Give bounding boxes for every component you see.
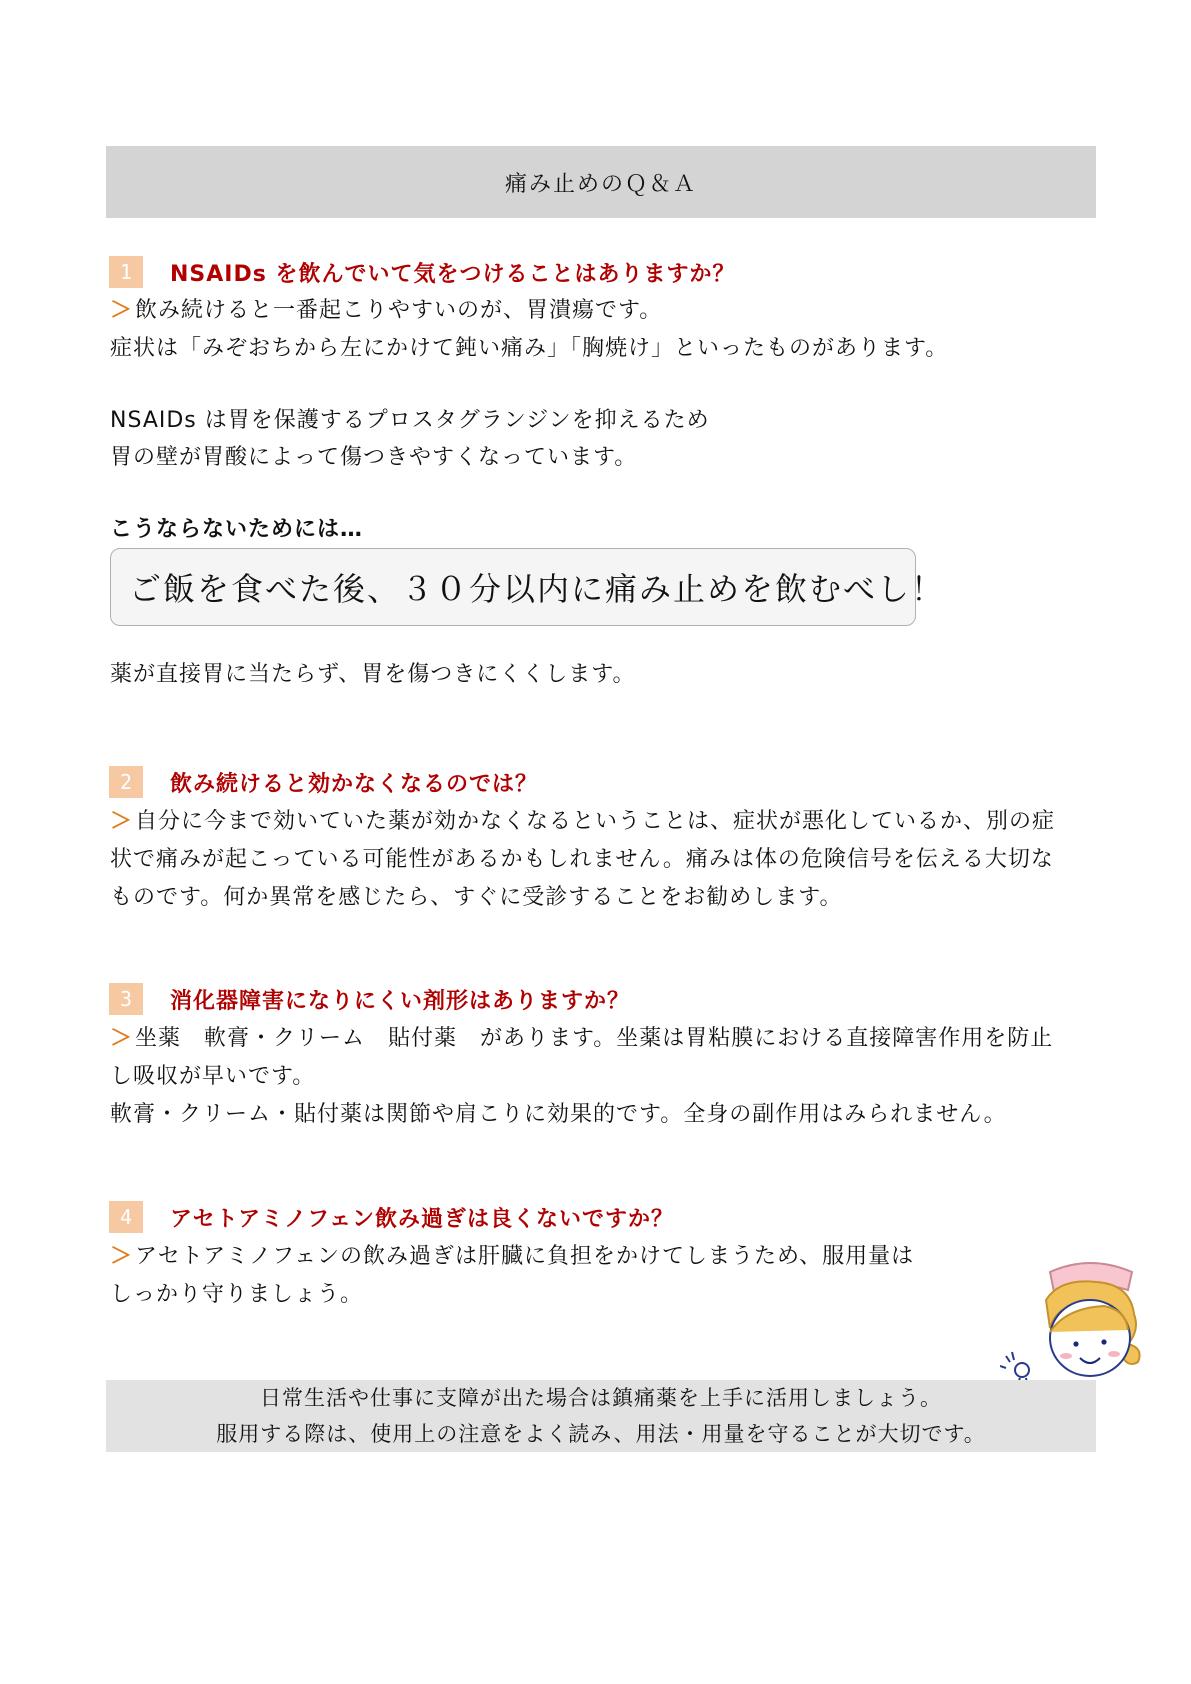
nurse-illustration-icon: [1000, 1252, 1150, 1392]
question-title-2: 飲み続けると効かなくなるのでは？: [170, 772, 539, 797]
answer-line: 症状は「みぞおちから左にかけて鈍い痛み」「胸焼け」といったものがあります。: [110, 336, 949, 361]
question-title-1: NSAIDs を飲んでいて気をつけることはありますか？: [170, 262, 736, 287]
question-number-1: 1: [109, 256, 143, 288]
answer-line: NSAIDs は胃を保護するプロスタグランジンを抑えるため: [110, 408, 710, 433]
answer-line: [110, 293, 662, 324]
arrow-icon: ＞: [110, 298, 134, 323]
answer-line: しっかり守りましょう。: [110, 1282, 364, 1307]
page-title: 痛み止めのＱ＆Ａ: [106, 146, 1096, 218]
arrow-icon: ＞: [110, 1244, 134, 1269]
arrow-icon: ＞: [110, 809, 134, 834]
question-title-4: アセトアミノフェン飲み過ぎは良くないですか？: [170, 1207, 675, 1232]
answer-line: 薬が直接胃に当たらず、胃を傷つきにくくします。: [110, 662, 636, 687]
callout-box: ご飯を食べた後、３０分以内に痛み止めを飲むべし！: [110, 548, 916, 626]
answer-text: 自分に今まで効いていた薬が効かなくなるということは、症状が悪化しているか、別の症: [135, 809, 1056, 834]
answer-line: 状で痛みが起こっている可能性があるかもしれません。痛みは体の危険信号を伝える大切な: [110, 847, 1054, 872]
answer-text: 坐薬 軟膏・クリーム 貼付薬 があります。坐薬は胃粘膜における直接障害作用を防止: [135, 1026, 1054, 1051]
answer-line: [110, 1021, 1053, 1052]
question-number-3: 3: [109, 983, 143, 1015]
question-title-3: 消化器障害になりにくい剤形はありますか？: [170, 989, 631, 1014]
answer-line: し吸収が早いです。: [110, 1064, 316, 1089]
answer-line: 軟膏・クリーム・貼付薬は関節や肩こりに効果的です。全身の副作用はみられません。: [110, 1102, 1007, 1127]
footer-line: 日常生活や仕事に支障が出た場合は鎮痛薬を上手に活用しましょう。: [260, 1386, 942, 1410]
answer-line: 胃の壁が胃酸によって傷つきやすくなっています。: [110, 445, 638, 470]
answer-line: ものです。何か異常を感じたら、すぐに受診することをお勧めします。: [110, 885, 843, 910]
question-number-4: 4: [109, 1201, 143, 1233]
answer-line: [110, 1239, 914, 1270]
question-number-2: 2: [109, 766, 143, 798]
footer-line: 服用する際は、使用上の注意をよく読み、用法・用量を守ることが大切です。: [216, 1422, 986, 1446]
arrow-icon: ＞: [110, 1026, 134, 1051]
footer-note: [106, 1380, 1096, 1452]
answer-text: 飲み続けると一番起こりやすいのが、胃潰瘍です。: [135, 298, 663, 323]
answer-line: [110, 804, 1055, 835]
subheading: こうならないためには…: [110, 517, 364, 542]
answer-text: アセトアミノフェンの飲み過ぎは肝臓に負担をかけてしまうため、服用量は: [135, 1244, 915, 1269]
